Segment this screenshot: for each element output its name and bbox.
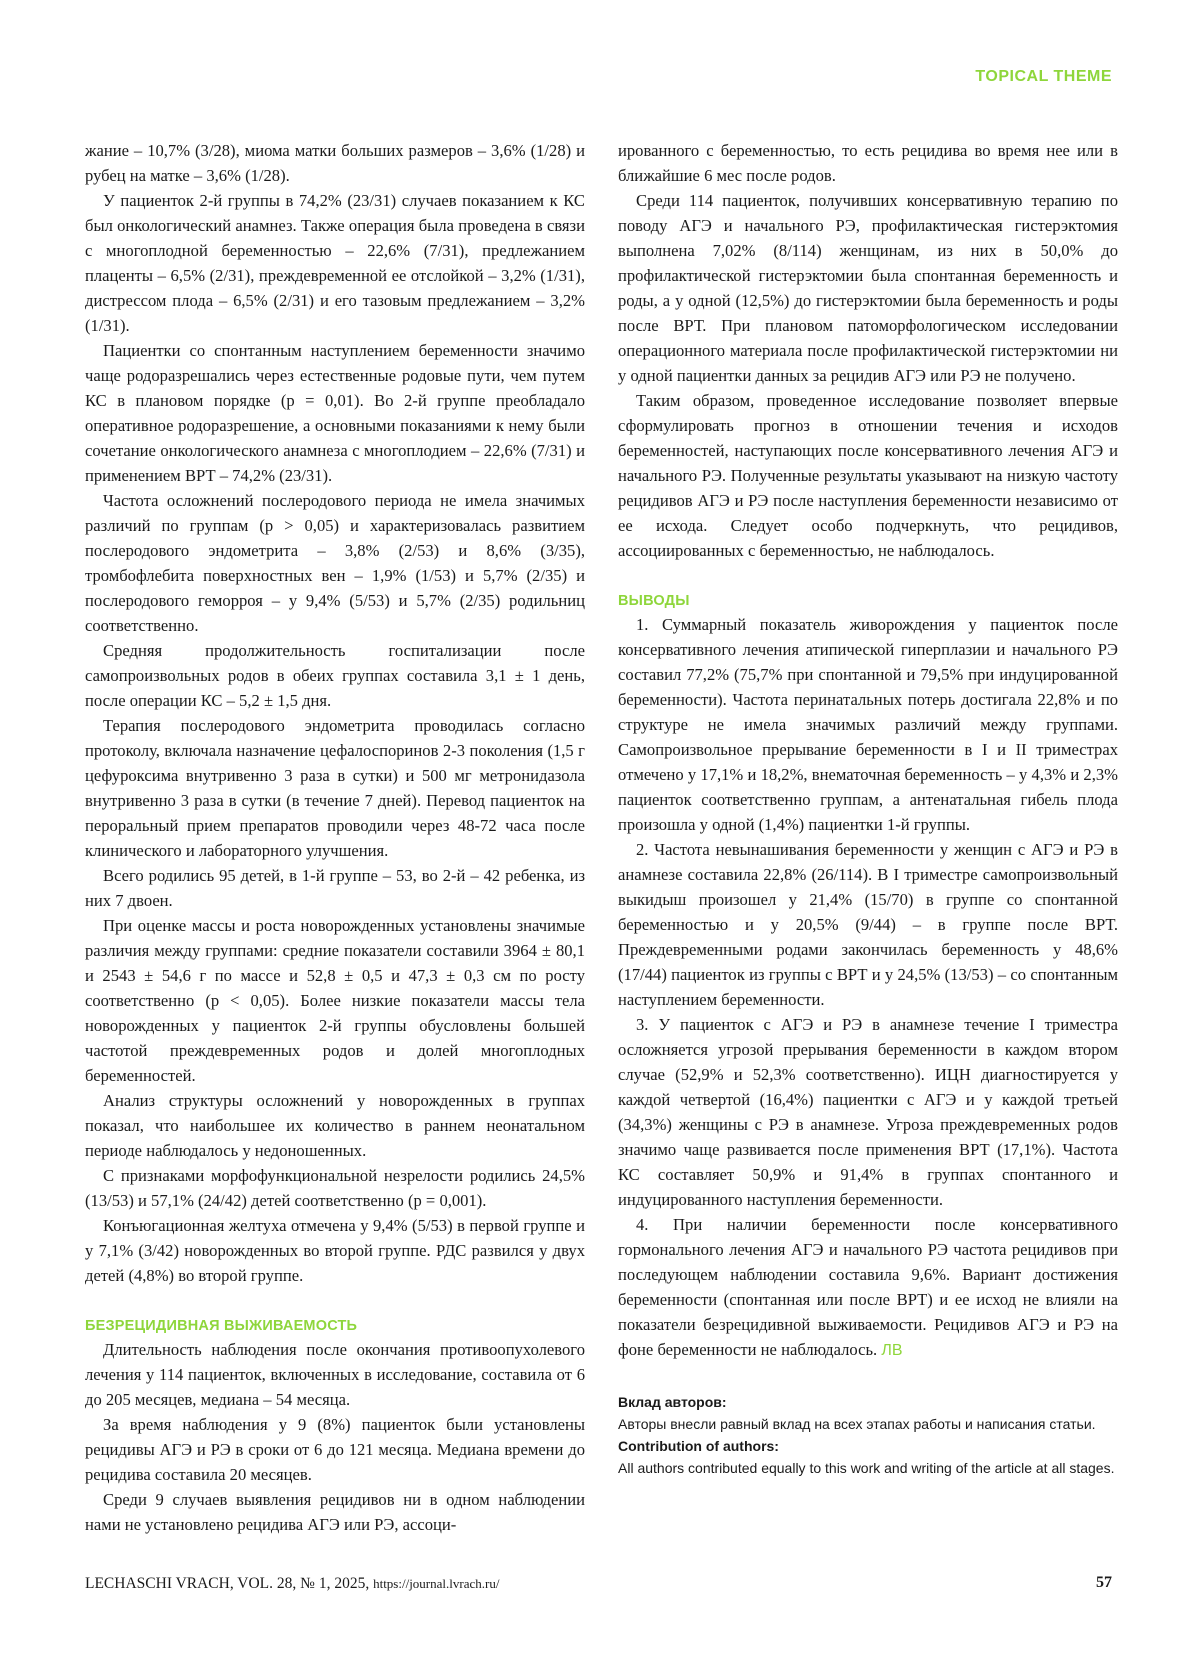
conclusion-item — [618, 1212, 1118, 1363]
authors-ru-label: Вклад авторов: — [618, 1394, 727, 1410]
left-column — [85, 138, 585, 1537]
section-heading-survival: БЕЗРЕЦИДИВНАЯ ВЫЖИВАЕМОСТЬ — [85, 1318, 358, 1334]
paragraph: Терапия послеродового эндометрита проводилась согласно протоколу, включала назначение цефалоспоринов 2-3 поколения (1,5 г цефуроксима внутривенно 3 раза в сутки) и 500 мг метронидазола внутривенно 3 раза в сутки (в течение 7 дней). Перевод пациенток на пероральный прием препаратов проводили через 48-72 часа после клинического и лабораторного улучшения. — [85, 716, 585, 860]
paragraph: Средняя продолжительность госпитализации после самопроизвольных родов в обеих группах составила 3,1 ± 1 день, после операции КС – 5,2 ± 1,5 дня. — [85, 641, 585, 710]
paragraph: Анализ структуры осложнений у новорожденных в группах показал, что наибольшее их количество в раннем неонатальном периоде наблюдалось у недоношенных. — [85, 1091, 585, 1160]
author-contribution — [618, 1391, 1118, 1479]
paragraph: Среди 114 пациенток, получивших консервативную терапию по поводу АГЭ и начального РЭ, профилактическая гистерэктомия выполнена 7,02% (8/114) женщинам, из них в 50,0% до профилактической гистерэктомии была спонтанная беременность и роды, а у одной (12,5%) до гистерэктомии была беременность и роды после ВРТ. При плановом патоморфологическом исследовании операционного материала после профилактической гистерэктомии ни у одной пациентки данных за рецидив АГЭ или РЭ не получено. — [618, 191, 1118, 385]
paragraph: Таким образом, проведенное исследование позволяет впервые сформулировать прогноз в отношении течения и исходов беременностей, наступающих после консервативного лечения АГЭ и начального РЭ. Полученные результаты указывают на низкую частоту рецидивов АГЭ и РЭ после наступления беременности независимо от ее исхода. Следует особо подчеркнуть, что рецидивов, ассоциированных с беременностью, не наблюдалось. — [618, 391, 1118, 560]
authors-en-label: Contribution of authors: — [618, 1438, 779, 1454]
paragraph: Конъюгационная желтуха отмечена у 9,4% (5/53) в первой группе и у 7,1% (3/42) новорожденных во второй группе. РДС развился у двух детей (4,8%) во второй группе. — [85, 1216, 585, 1285]
paragraph: За время наблюдения у 9 (8%) пациенток были установлены рецидивы АГЭ и РЭ в сроки от 6 до 121 месяца. Медиана времени до рецидива составила 20 месяцев. — [85, 1415, 585, 1484]
paragraph: ированного с беременностью, то есть рецидива во время нее или в ближайшие 6 мес после родов. — [618, 141, 1118, 185]
footer-url: https://journal.lvrach.ru/ — [373, 1576, 500, 1591]
footer-journal-name: LECHASCHI VRACH, VOL. 28, № 1, 2025, — [85, 1575, 370, 1592]
journal-logo-mark: ЛВ — [881, 1342, 903, 1359]
conclusion-item: 1. Суммарный показатель живорождения у пациенток после консервативного лечения атипической гиперплазии и начального РЭ составил 77,2% (75,7% при спонтанной и 79,5% при индуцированной беременности). Частота перинатальных потерь достигала 22,8% и по структуре не имела значимых различий между группами. Самопроизвольное прерывание беременности в I и II триместрах отмечено у 17,1% и 18,2%, внематочная беременность – у 4,3% и 2,3% пациенток соответственно группам, а антенатальная гибель плода произошла у одной (1,4%) пациентки 1-й группы. — [618, 615, 1118, 834]
conclusion-item: 2. Частота невынашивания беременности у женщин с АГЭ и РЭ в анамнезе составила 22,8% (26/114). В I триместре самопроизвольный выкидыш произошел у 21,4% (15/70) в группе со спонтанной беременностью и у 20,5% (9/44) – в группе после ВРТ. Преждевременными родами закончилась беременность у 48,6% (17/44) пациенток из группы с ВРТ и у 24,5% (13/53) – со спонтанным наступлением беременности. — [618, 840, 1118, 1009]
right-column — [618, 138, 1118, 1479]
paragraph: Среди 9 случаев выявления рецидивов ни в одном наблюдении нами не установлено рецидива АГЭ или РЭ, ассоци- — [85, 1490, 585, 1534]
authors-ru-text: Авторы внесли равный вклад на всех этапах работы и написания статьи. — [618, 1416, 1096, 1432]
page-number: 57 — [1096, 1574, 1112, 1591]
section-heading-conclusions: ВЫВОДЫ — [618, 593, 690, 609]
paragraph: С признаками морфофункциональной незрелости родились 24,5% (13/53) и 57,1% (24/42) детей соответственно (p = 0,001). — [85, 1166, 585, 1210]
paragraph: Всего родились 95 детей, в 1-й группе – 53, во 2-й – 42 ребенка, из них 7 двоен. — [85, 866, 585, 910]
paragraph: жание – 10,7% (3/28), миома матки больших размеров – 3,6% (1/28) и рубец на матке – 3,6% (1/28). — [85, 141, 585, 185]
conclusion-item: 3. У пациенток с АГЭ и РЭ в анамнезе течение I триместра осложняется угрозой прерывания беременности в каждом втором случае (52,9% и 52,3% соответственно). ИЦН диагностируется у каждой четвертой (16,4%) пациентки с АГЭ и у каждой третьей (34,3%) женщины с РЭ в анамнезе. Угроза преждевременных родов значимо чаще развивается после применения ВРТ (17,1%). Частота КС составляет 50,9% и 91,4% в группах спонтанного и индуцированного наступления беременности. — [618, 1015, 1118, 1209]
conclusion-text: 4. При наличии беременности после консервативного гормонального лечения АГЭ и начального РЭ частота рецидивов при последующем наблюдении составила 9,6%. Вариант достижения беременности (спонтанная или после ВРТ) и ее исход не влияли на показатели безрецидивной выживаемости. Рецидивов АГЭ и РЭ на фоне беременности не наблюдалось. — [618, 1215, 1118, 1359]
footer-journal — [85, 1575, 499, 1593]
running-head: TOPICAL THEME — [975, 68, 1112, 85]
paragraph: Частота осложнений послеродового периода не имела значимых различий по группам (p > 0,05) и характеризовалась развитием послеродового эндометрита – 3,8% (2/53) и 8,6% (3/35), тромбофлебита поверхностных вен – 1,9% (1/53) и 5,7% (2/35) и послеродового геморроя – у 9,4% (5/53) и 5,7% (2/35) родильниц соответственно. — [85, 491, 585, 635]
paragraph: Пациентки со спонтанным наступлением беременности значимо чаще родоразрешались через естественные родовые пути, чем путем КС в плановом порядке (p = 0,01). Во 2-й группе преобладало оперативное родоразрешение, а основными показаниями к нему были сочетание онкологического анамнеза с многоплодием – 22,6% (7/31) и применением ВРТ – 74,2% (23/31). — [85, 341, 585, 485]
paragraph: Длительность наблюдения после окончания противоопухолевого лечения у 114 пациенток, включенных в исследование, составила от 6 до 205 месяцев, медиана – 54 месяца. — [85, 1340, 585, 1409]
paragraph: У пациенток 2-й группы в 74,2% (23/31) случаев показанием к КС был онкологический анамнез. Также операция была проведена в связи с многоплодной беременностью – 22,6% (7/31), предлежанием плаценты – 6,5% (2/31), преждевременной ее отслойкой – 3,2% (1/31), дистрессом плода – 6,5% (2/31) и его тазовым предлежанием – 3,2% (1/31). — [85, 191, 585, 335]
authors-en-text: All authors contributed equally to this work and writing of the article at all stages. — [618, 1460, 1115, 1476]
paragraph: При оценке массы и роста новорожденных установлены значимые различия между группами: средние показатели составили 3964 ± 80,1 и 2543 ± 54,6 г по массе и 52,8 ± 0,5 и 47,3 ± 0,3 см по росту соответственно (p < 0,05). Более низкие показатели массы тела новорожденных у пациенток 2-й группы обусловлены большей частотой преждевременных родов и долей многоплодных беременностей. — [85, 916, 585, 1085]
